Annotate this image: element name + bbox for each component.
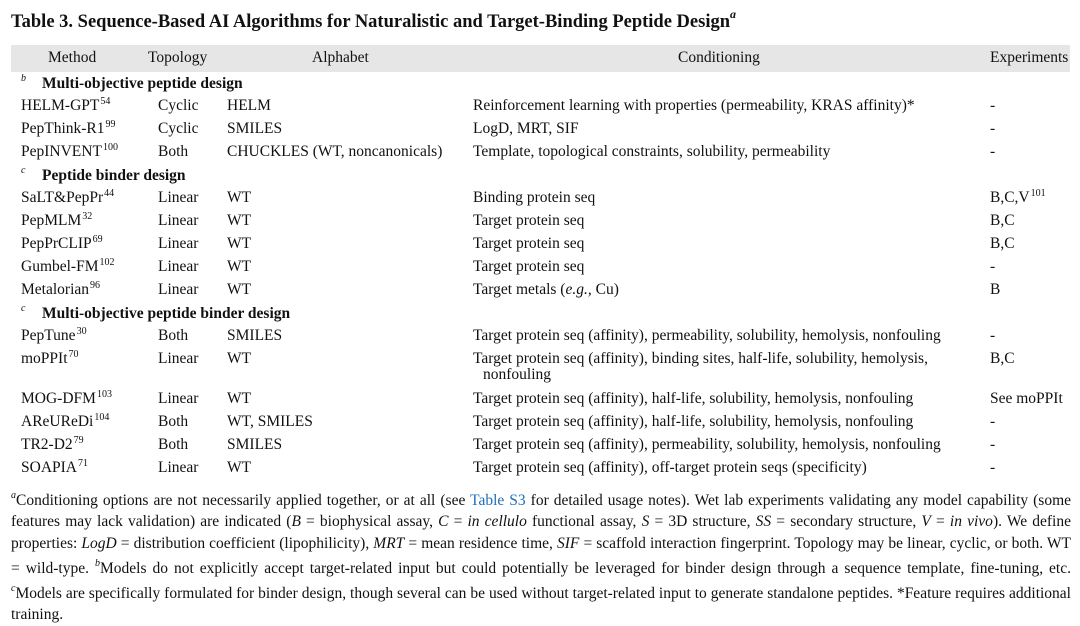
conditioning-cell: Template, topological constraints, solubility, permeability	[473, 143, 831, 160]
header-experiments: Experiments	[990, 49, 1069, 66]
topology-cell: Cyclic	[158, 120, 199, 137]
alphabet-cell: SMILES	[227, 120, 283, 137]
method-cell: PepTune$^{30}$	[21, 326, 87, 344]
method-cell: moPPIt$^{70}$	[21, 349, 79, 367]
method-cell: MOG-DFM$^{103}$	[21, 389, 112, 407]
alphabet-cell: SMILES	[227, 436, 283, 453]
topology-cell: Linear	[158, 390, 199, 407]
table-header	[11, 45, 1070, 72]
alphabet-cell: WT	[227, 212, 252, 229]
conditioning-cell: Target metals (e.g., Cu)	[473, 281, 619, 298]
topology-cell: Cyclic	[158, 97, 199, 114]
table-row	[0, 211, 1080, 233]
conditioning-cell: Target protein seq (affinity), half-life, solubility, hemolysis, nonfouling	[473, 390, 914, 407]
table-row	[0, 280, 1080, 302]
experiments-cell: B,C,V$^{101}$	[990, 188, 1046, 206]
alphabet-cell: HELM	[227, 97, 271, 114]
alphabet-cell: WT	[227, 189, 252, 206]
topology-cell: Both	[158, 143, 189, 160]
table-s3-link[interactable]: Table S3	[470, 492, 526, 510]
table-row	[0, 389, 1080, 411]
experiments-cell: See moPPIt	[990, 390, 1063, 407]
topology-cell: Both	[158, 327, 189, 344]
conditioning-cell: Target protein seq (affinity), half-life, solubility, hemolysis, nonfouling	[473, 413, 914, 430]
method-cell: PepMLM$^{32}$	[21, 211, 93, 229]
table-row	[0, 96, 1080, 118]
topology-cell: Linear	[158, 281, 199, 298]
header-alphabet: Alphabet	[312, 49, 369, 66]
table-row	[0, 458, 1080, 480]
experiments-cell: -	[990, 97, 996, 114]
experiments-cell: -	[990, 327, 996, 344]
alphabet-cell: WT	[227, 459, 252, 476]
alphabet-cell: WT	[227, 390, 252, 407]
experiments-cell: B,C	[990, 212, 1015, 229]
header-conditioning: Conditioning	[678, 49, 760, 66]
conditioning-cell: Target protein seq (affinity), permeability, solubility, hemolysis, nonfouling	[473, 436, 941, 453]
section-heading: Multi-objective peptide design $^b$	[21, 73, 243, 92]
section-heading: Peptide binder design $^c$	[21, 165, 186, 184]
header-topology: Topology	[148, 49, 208, 66]
conditioning-cell: Target protein seq (affinity), permeability, solubility, hemolysis, nonfouling	[473, 327, 941, 344]
alphabet-cell: WT, SMILES	[227, 413, 313, 430]
method-cell: SOAPIA$^{71}$	[21, 458, 88, 476]
method-cell: SaLT&PepPr$^{44}$	[21, 188, 115, 206]
method-cell: PepINVENT$^{100}$	[21, 142, 118, 160]
table-row	[0, 326, 1080, 348]
alphabet-cell: WT	[227, 350, 252, 367]
conditioning-cell: Target protein seq	[473, 258, 585, 275]
conditioning-cell: Binding protein seq	[473, 189, 596, 206]
table-row	[0, 435, 1080, 457]
method-cell: Metalorian$^{96}$	[21, 280, 101, 298]
alphabet-cell: WT	[227, 258, 252, 275]
experiments-cell: -	[990, 413, 996, 430]
conditioning-cell: Reinforcement learning with properties (permeability, KRAS affinity)*	[473, 97, 915, 114]
method-cell: Gumbel-FM$^{102}$	[21, 257, 115, 275]
method-cell: PepThink-R1$^{99}$	[21, 119, 116, 137]
table-row	[0, 349, 1080, 389]
topology-cell: Linear	[158, 459, 199, 476]
conditioning-cell-continued: nonfouling	[483, 366, 552, 383]
alphabet-cell: SMILES	[227, 327, 283, 344]
experiments-cell: -	[990, 436, 996, 453]
method-cell: HELM-GPT$^{54}$	[21, 96, 111, 114]
alphabet-cell: WT	[227, 235, 252, 252]
section-heading: Multi-objective peptide binder design $^c$	[21, 303, 291, 322]
conditioning-cell: LogD, MRT, SIF	[473, 120, 579, 137]
topology-cell: Linear	[158, 258, 199, 275]
alphabet-cell: CHUCKLES (WT, noncanonicals)	[227, 143, 443, 160]
topology-cell: Both	[158, 436, 189, 453]
table-footnote: $^a$Conditioning options are not necessarily applied together, or at all (see Table S3 for detailed usage notes). Wet lab experiments validating any model capability (some features may lack validation) are indicated (B = biophysical assay, C = in cellulo functional assay, S = 3D structure, SS = secondary structure, V = in vivo). We define properties: LogD = distribution coefficient (lipophilicity), MRT = mean residence time, SIF = scaffold interaction fingerprint. Topology may be linear, cyclic, or both. WT = wild-type. $^b$Models do not explicitly accept target-related input but could potentially be leveraged for binder design through a sequence template, fine-tuning, etc. $^c$Models are specifically formulated for binder design, though several can be used without target-related input to generate standalone peptides. *Feature requires additional training.	[11, 490, 1072, 624]
experiments-cell: -	[990, 120, 996, 137]
topology-cell: Linear	[158, 350, 199, 367]
table-title: Table 3. Sequence-Based AI Algorithms for Naturalistic and Target-Binding Peptide Design$^a$	[11, 7, 736, 33]
table-row	[0, 257, 1080, 279]
topology-cell: Both	[158, 413, 189, 430]
conditioning-cell: Target protein seq (affinity), off-target protein seqs (specificity)	[473, 459, 867, 476]
table-row	[0, 234, 1080, 256]
experiments-cell: B,C	[990, 350, 1015, 367]
experiments-cell: -	[990, 143, 996, 160]
table-row	[0, 142, 1080, 164]
experiments-cell: B,C	[990, 235, 1015, 252]
header-method: Method	[48, 49, 97, 66]
conditioning-cell: Target protein seq	[473, 235, 585, 252]
method-cell: PepPrCLIP$^{69}$	[21, 234, 103, 252]
topology-cell: Linear	[158, 189, 199, 206]
table-row	[0, 188, 1080, 210]
table-row	[0, 412, 1080, 434]
topology-cell: Linear	[158, 235, 199, 252]
alphabet-cell: WT	[227, 281, 252, 298]
experiments-cell: -	[990, 459, 996, 476]
method-cell: AReUReDi$^{104}$	[21, 412, 110, 430]
topology-cell: Linear	[158, 212, 199, 229]
conditioning-cell: Target protein seq	[473, 212, 585, 229]
title-note-mark: a	[730, 7, 736, 21]
conditioning-cell: Target protein seq (affinity), binding sites, half-life, solubility, hemolysis,	[473, 350, 928, 367]
method-cell: TR2-D2$^{79}$	[21, 435, 84, 453]
experiments-cell: B	[990, 281, 1001, 298]
experiments-cell: -	[990, 258, 996, 275]
table-row	[0, 119, 1080, 141]
